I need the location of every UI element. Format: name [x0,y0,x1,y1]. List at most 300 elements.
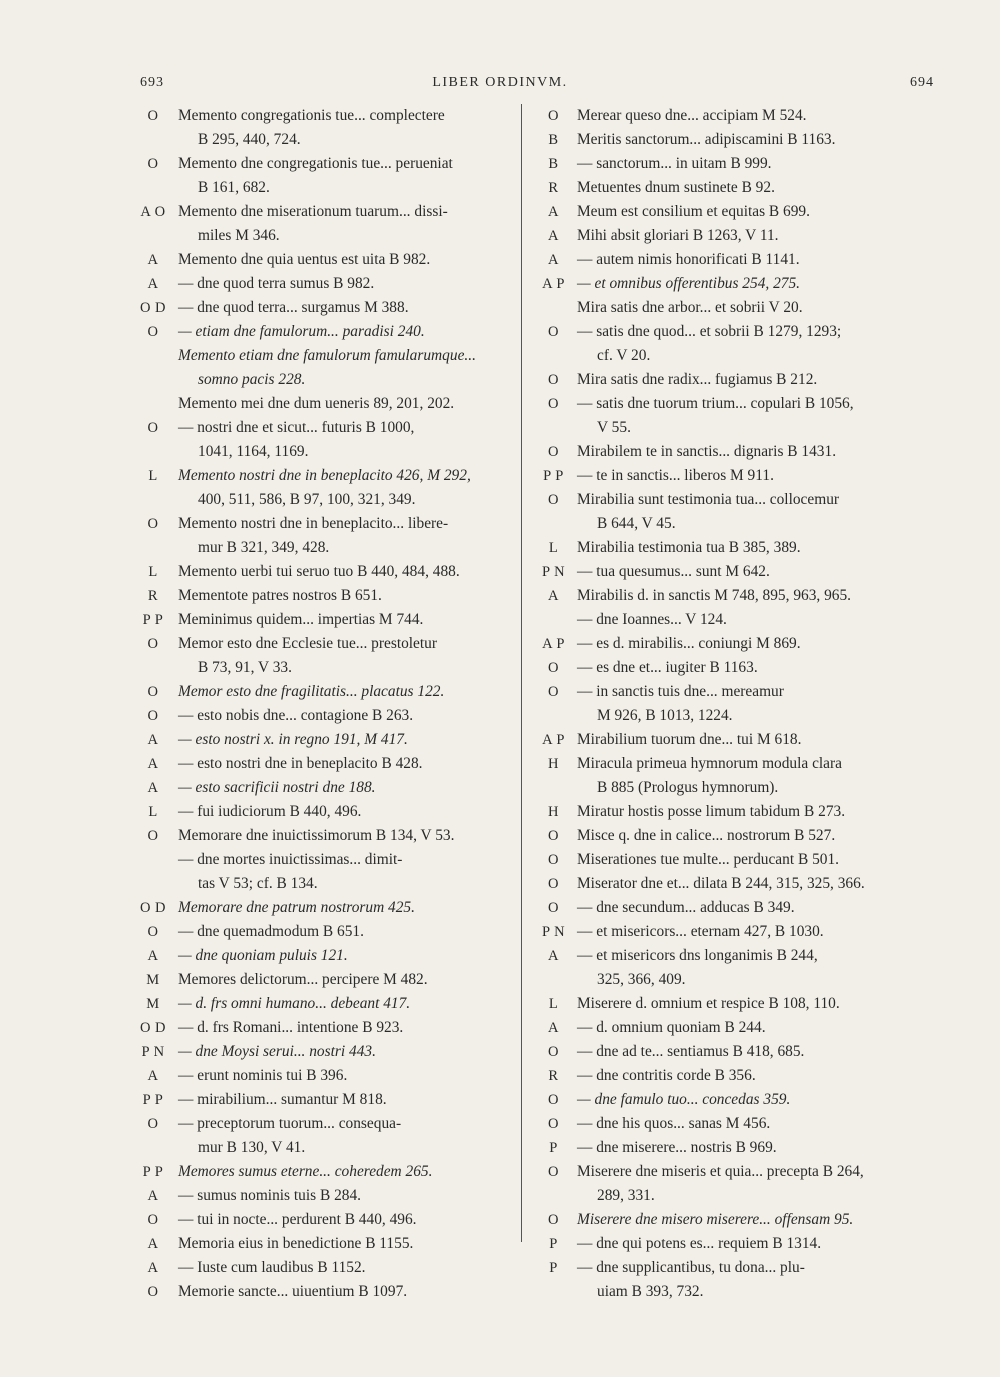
entry-line: — etiam dne famulorum... paradisi 240. [178,323,425,340]
entry-tag: P P [543,468,564,484]
index-entry [530,608,932,632]
entry-line: Memor esto dne fragilitatis... placatus 122. [178,683,445,700]
entry-text [178,920,516,944]
index-entry [128,800,516,824]
entry-line: 400, 511, 586, B 97, 100, 321, 349. [198,491,416,508]
index-entry [128,776,516,800]
entry-line: mur B 130, V 41. [198,1139,306,1156]
index-entry [128,1208,516,1232]
index-entry [530,584,932,608]
entry-text [577,728,932,752]
entry-line: Miratur hostis posse limum tabidum B 273. [577,803,846,820]
index-entry [530,224,932,248]
entry-tag: A [548,1020,559,1036]
entry-tag: O [147,636,159,652]
entry-text [178,1112,516,1160]
index-entry [530,800,932,824]
entry-line: miles M 346. [198,227,280,244]
entry-line: Memento etiam dne famulorum famularumque... [178,347,476,364]
entry-line: — Iuste cum laudibus B 1152. [178,1259,366,1276]
index-entry [128,824,516,848]
entry-tag: O [548,444,559,460]
entry-tag [128,392,178,416]
entry-tag: A [147,756,159,772]
entry-line: Miserationes tue multe... perducant B 501. [577,851,840,868]
entry-line: Metuentes dnum sustinete B 92. [577,179,775,196]
index-entry [530,1112,932,1136]
entry-text [577,368,932,392]
index-entry [530,1232,932,1256]
entry-text [577,800,932,824]
entry-text [178,392,516,416]
index-entry [530,128,932,152]
index-entry [128,1232,516,1256]
entry-tag: A P [542,276,565,292]
entry-line: Misce q. dne in calice... nostrorum B 527. [577,827,836,844]
entry-tag: P P [142,1164,164,1180]
entry-tag: A P [542,636,565,652]
entry-text [178,1160,516,1184]
index-entry [128,920,516,944]
entry-line: — mirabilium... sumantur M 818. [178,1091,387,1108]
entry-line: — erunt nominis tui B 396. [178,1067,348,1084]
index-entry [128,1280,516,1304]
entry-text [178,776,516,800]
entry-tag: O [548,1092,559,1108]
entry-tag: A [147,1236,159,1252]
entry-line: — in sanctis tuis dne... mereamur [577,683,784,700]
entry-tag: O [548,900,559,916]
entry-line: Memoria eius in benedictione B 1155. [178,1235,414,1252]
entry-text [577,104,932,128]
entry-line: Meum est consilium et equitas B 699. [577,203,810,220]
index-entry [530,272,932,296]
entry-line: Miracula primeua hymnorum modula clara [577,755,842,772]
entry-text [577,824,932,848]
entry-tag [530,296,577,320]
entry-text [178,344,516,392]
entry-text [178,752,516,776]
entry-text [577,1040,932,1064]
index-entry [530,752,932,800]
entry-line: — dne qui potens es... requiem B 1314. [577,1235,822,1252]
entry-tag: M [146,996,160,1012]
index-entry [128,416,516,464]
entry-line: Mihi absit gloriari B 1263, V 11. [577,227,779,244]
index-entry [128,1112,516,1160]
entry-tag: P N [541,924,566,940]
index-entry [530,680,932,728]
entry-line: — nostri dne et sicut... futuris B 1000, [178,419,415,436]
entry-text [577,1256,932,1304]
entry-line: B 73, 91, V 33. [198,659,292,676]
index-entry [128,512,516,560]
index-entry [530,320,932,368]
entry-line: — sumus nominis tuis B 284. [178,1187,362,1204]
index-entry [128,152,516,200]
entry-line: — dne supplicantibus, tu dona... plu- [577,1259,805,1276]
entry-line: mur B 321, 349, 428. [198,539,330,556]
index-entry [530,656,932,680]
entry-text [178,1280,516,1304]
entry-text [178,1232,516,1256]
entry-text [178,296,516,320]
entry-tag: O [147,1284,159,1300]
entry-line: — dne Ioannes... V 124. [577,611,727,628]
index-entry [128,104,516,152]
entry-text [577,608,932,632]
right-column [530,104,932,1304]
entry-text [178,1184,516,1208]
index-entry [128,1256,516,1280]
entry-line: uiam B 393, 732. [597,1283,704,1300]
entry-tag: A [147,252,159,268]
entry-line: — et misericors... eternam 427, B 1030. [577,923,824,940]
entry-line: Mirabilia testimonia tua B 385, 389. [577,539,801,556]
column-divider [521,104,522,1242]
entry-line: Memores delictorum... percipere M 482. [178,971,428,988]
entry-tag: O [147,828,159,844]
index-entry [128,200,516,248]
entry-tag: M [146,972,160,988]
entry-text [577,632,932,656]
entry-line: Memorie sancte... uiuentium B 1097. [178,1283,408,1300]
entry-text [178,728,516,752]
index-entry [128,992,516,1016]
index-entry [128,632,516,680]
index-entry [530,992,932,1016]
entry-tag: R [548,180,559,196]
entry-tag: R [147,588,159,604]
entry-text [178,560,516,584]
entry-line: Meritis sanctorum... adipiscamini B 1163. [577,131,836,148]
entry-text [577,440,932,464]
index-entry [530,872,932,896]
entry-line: — dne mortes inuictissimas... dimit- [178,851,403,868]
entry-tag: O [548,1116,559,1132]
entry-tag: O D [139,1020,167,1036]
entry-text [178,632,516,680]
entry-tag: A [147,1068,159,1084]
index-entry [128,584,516,608]
entry-line: — es d. mirabilis... coniungi M 869. [577,635,801,652]
entry-tag: O [147,1116,159,1132]
entry-text [577,752,932,800]
entry-text [178,992,516,1016]
entry-line: — satis dne tuorum trium... copulari B 1056, [577,395,854,412]
entry-line: — dne his quos... sanas M 456. [577,1115,771,1132]
index-entry [128,560,516,584]
entry-line: Miserator dne et... dilata B 244, 315, 325, 366. [577,875,865,892]
entry-line: — et omnibus offerentibus 254, 275. [577,275,801,292]
entry-tag: O [548,660,559,676]
entry-text [577,392,932,440]
index-entry [530,536,932,560]
entry-line: Memorare dne patrum nostrorum 425. [178,899,415,916]
index-entry [530,728,932,752]
entry-line: — dne contritis corde B 356. [577,1067,756,1084]
entry-text [178,1256,516,1280]
index-entry [128,272,516,296]
entry-tag: H [548,804,559,820]
index-entry [530,1256,932,1304]
entry-tag: O [548,1164,559,1180]
entry-line: — dne quod terra sumus B 982. [178,275,375,292]
entry-tag: L [148,804,158,820]
entry-line: 325, 366, 409. [597,971,686,988]
entry-line: Memento dne congregationis tue... perueniat [178,155,453,172]
entry-text [577,176,932,200]
entry-line: Memento mei dne dum ueneris 89, 201, 202. [178,395,455,412]
entry-text [577,128,932,152]
entry-text [577,320,932,368]
entry-tag: O [548,396,559,412]
index-entry [530,464,932,488]
entry-text [178,800,516,824]
entry-line: Miserere dne miseris et quia... precepta B 264, [577,1163,864,1180]
entry-text [178,608,516,632]
entry-text [178,1088,516,1112]
entry-text [178,320,516,344]
entry-tag: O [548,852,559,868]
entry-text [577,1064,932,1088]
entry-text [577,1016,932,1040]
entry-tag: O [548,324,559,340]
entry-text [178,272,516,296]
entry-text [577,1088,932,1112]
index-entry [530,632,932,656]
entry-line: B 161, 682. [198,179,270,196]
entry-line: — sanctorum... in uitam B 999. [577,155,772,172]
index-entry [128,320,516,344]
entry-text [178,248,516,272]
entry-tag: A P [542,732,565,748]
entry-line: — dne Moysi serui... nostri 443. [178,1043,376,1060]
index-entry [128,464,516,512]
entry-line: Meminimus quidem... impertias M 744. [178,611,424,628]
entry-line: V 55. [597,419,631,436]
entry-tag: A O [140,204,166,220]
entry-line: — dne quoniam puluis 121. [178,947,348,964]
index-entry [530,824,932,848]
entry-text [577,464,932,488]
entry-tag: B [548,132,559,148]
entry-line: — et misericors dns longanimis B 244, [577,947,818,964]
entry-tag: O [548,876,559,892]
entry-line: — dne miserere... nostris B 969. [577,1139,777,1156]
entry-text [178,704,516,728]
entry-line: Mira satis dne arbor... et sobrii V 20. [577,299,803,316]
index-entry [530,104,932,128]
index-entry [530,848,932,872]
index-entry [530,1016,932,1040]
entry-text [178,200,516,248]
index-entry [128,1088,516,1112]
entry-text [577,656,932,680]
entry-tag: H [548,756,559,772]
entry-line: Mira satis dne radix... fugiamus B 212. [577,371,818,388]
entry-line: Merear queso dne... accipiam M 524. [577,107,807,124]
entry-line: — esto nostri dne in beneplacito B 428. [178,755,423,772]
index-entry [530,1040,932,1064]
index-entry [128,680,516,704]
index-entry [530,368,932,392]
entry-line: 289, 331. [597,1187,655,1204]
index-entry [128,608,516,632]
entry-line: — es dne et... iugiter B 1163. [577,659,758,676]
entry-tag [530,608,577,632]
index-entry [128,944,516,968]
entry-text [178,1064,516,1088]
index-entry [128,1184,516,1208]
entry-text [178,512,516,560]
index-entry [530,1208,932,1232]
entry-tag: A [147,780,159,796]
running-title: LIBER ORDINVM. [432,75,568,90]
entry-tag: A [548,948,559,964]
index-entry [530,920,932,944]
entry-tag: O [548,684,559,700]
entry-text [577,1112,932,1136]
entry-line: — te in sanctis... liberos M 911. [577,467,774,484]
entry-line: — dne ad te... sentiamus B 418, 685. [577,1043,805,1060]
index-entry [128,1064,516,1088]
index-entry [128,1040,516,1064]
entry-tag: O D [139,900,167,916]
entry-tag [128,848,178,896]
entry-text [178,416,516,464]
entry-line: — autem nimis honorificati B 1141. [577,251,800,268]
entry-line: — dne secundum... adducas B 349. [577,899,795,916]
entry-line: — d. frs Romani... intentione B 923. [178,1019,404,1036]
entry-text [577,1232,932,1256]
index-entry [530,1088,932,1112]
entry-line: — dne quemadmodum B 651. [178,923,364,940]
entry-tag: A [548,588,559,604]
entry-line: Miserere d. omnium et respice B 108, 110. [577,995,840,1012]
index-entry [128,1160,516,1184]
entry-text [577,296,932,320]
entry-tag: O [147,684,159,700]
entry-line: — tui in nocte... perdurent B 440, 496. [178,1211,417,1228]
entry-tag: L [148,468,158,484]
entry-text [577,248,932,272]
entry-text [178,1016,516,1040]
entry-tag: A [147,276,159,292]
entry-text [577,1160,932,1208]
entry-text [577,992,932,1016]
entry-tag: O [548,108,559,124]
entry-text [577,560,932,584]
entry-tag: A [548,228,559,244]
entry-tag: O [147,924,159,940]
index-entry [128,296,516,320]
index-entry [530,296,932,320]
entry-text [577,584,932,608]
right-page-number: 694 [910,75,934,90]
entry-tag: O D [139,300,167,316]
entry-text [178,680,516,704]
entry-line: 1041, 1164, 1169. [198,443,309,460]
index-entry [530,560,932,584]
entry-tag: O [147,108,159,124]
entry-line: — esto sacrificii nostri dne 188. [178,779,376,796]
entry-tag: P P [142,1092,164,1108]
index-entry [128,392,516,416]
entry-text [577,224,932,248]
entry-tag: O [147,708,159,724]
entry-text [178,1208,516,1232]
entry-tag: P P [142,612,164,628]
entry-line: cf. V 20. [597,347,651,364]
entry-tag: L [548,996,559,1012]
index-entry [530,392,932,440]
entry-text [577,920,932,944]
entry-line: Memento congregationis tue... complectere [178,107,445,124]
entry-text [577,872,932,896]
entry-text [178,848,516,896]
entry-line: Memento nostri dne in beneplacito 426, M 292, [178,467,471,484]
entry-text [577,1208,932,1232]
entry-line: B 885 (Prologus hymnorum). [597,779,779,796]
entry-tag: A [147,948,159,964]
entry-tag: A [147,732,159,748]
entry-line: Mementote patres nostros B 651. [178,587,382,604]
index-entry [530,440,932,464]
entry-text [178,464,516,512]
entry-line: — d. frs omni humano... debeant 417. [178,995,411,1012]
entry-line: Mirabilem te in sanctis... dignaris B 1431. [577,443,837,460]
entry-tag: O [147,516,159,532]
entry-tag: O [548,1212,559,1228]
index-entry [128,848,516,896]
index-entry [530,1160,932,1208]
index-entry [128,752,516,776]
entry-line: Mirabilia sunt testimonia tua... collocemur [577,491,840,508]
entry-line: — tua quesumus... sunt M 642. [577,563,770,580]
left-page-number: 693 [140,75,164,90]
index-entry [128,704,516,728]
index-entry [128,968,516,992]
entry-tag: A [147,1260,159,1276]
entry-tag: O [548,492,559,508]
entry-line: — d. omnium quoniam B 244. [577,1019,766,1036]
index-entry [128,248,516,272]
entry-text [178,896,516,920]
entry-text [577,272,932,296]
entry-tag: O [548,1044,559,1060]
index-entry [128,896,516,920]
entry-tag: A [147,1188,159,1204]
entry-line: B 644, V 45. [597,515,676,532]
entry-line: — fui iudiciorum B 440, 496. [178,803,362,820]
entry-line: — dne famulo tuo... concedas 359. [577,1091,791,1108]
entry-line: — preceptorum tuorum... consequa- [178,1115,402,1132]
entry-text [178,944,516,968]
index-entry [530,200,932,224]
index-entry [530,488,932,536]
index-entry [530,152,932,176]
index-entry [128,728,516,752]
entry-line: Miserere dne misero miserere... offensam 95. [577,1211,854,1228]
entry-tag [128,344,178,392]
entry-text [577,896,932,920]
entry-tag: L [148,564,158,580]
entry-line: Mirabilis d. in sanctis M 748, 895, 963, 965. [577,587,852,604]
entry-text [178,968,516,992]
entry-tag: R [548,1068,559,1084]
entry-line: Memento dne quia uentus est uita B 982. [178,251,431,268]
